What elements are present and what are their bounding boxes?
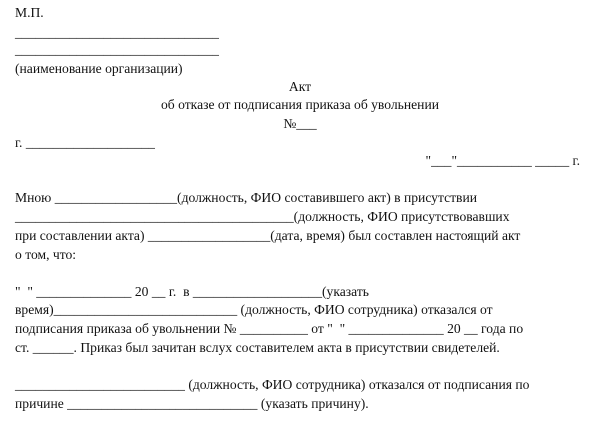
paragraph-1-line-2: _________________________________________(должность, ФИО присутствовавших (15, 209, 510, 224)
place-field: г. ___________________ (15, 135, 155, 150)
stamp-place-label: М.П. (15, 5, 44, 20)
organization-blank-line-2: ______________________________ (15, 42, 219, 57)
paragraph-1-line-4: о том, что: (15, 247, 77, 262)
paragraph-2-line-1: " " ______________ 20 __ г. в ___________________(указать (15, 284, 369, 299)
date-field: "___"___________ _____ г. (425, 153, 580, 168)
document-number: №___ (283, 116, 317, 131)
document-subtitle: об отказе от подписания приказа об увольнении (161, 97, 439, 112)
paragraph-3-line-2: причине ____________________________ (указать причину). (15, 396, 369, 411)
paragraph-1-line-1: Мною __________________(должность, ФИО составившего акт) в присутствии (15, 190, 478, 205)
organization-caption: (наименование организации) (15, 61, 183, 76)
paragraph-1-line-3: при составлении акта) __________________(дата, время) был составлен настоящий акт (15, 228, 521, 243)
organization-blank-line-1: ______________________________ (15, 25, 219, 40)
paragraph-2-line-2: время)___________________________ (должность, ФИО сотрудника) отказался от (15, 302, 493, 317)
paragraph-2-line-4: ст. ______. Приказ был зачитан вслух составителем акта в присутствии свидетелей. (15, 340, 500, 355)
paragraph-3-line-1: _________________________ (должность, ФИО сотрудника) отказался от подписания по (15, 377, 530, 392)
document-title: Акт (288, 79, 312, 94)
paragraph-2-line-3: подписания приказа об увольнении № __________ от " " ______________ 20 __ года по (15, 321, 524, 336)
